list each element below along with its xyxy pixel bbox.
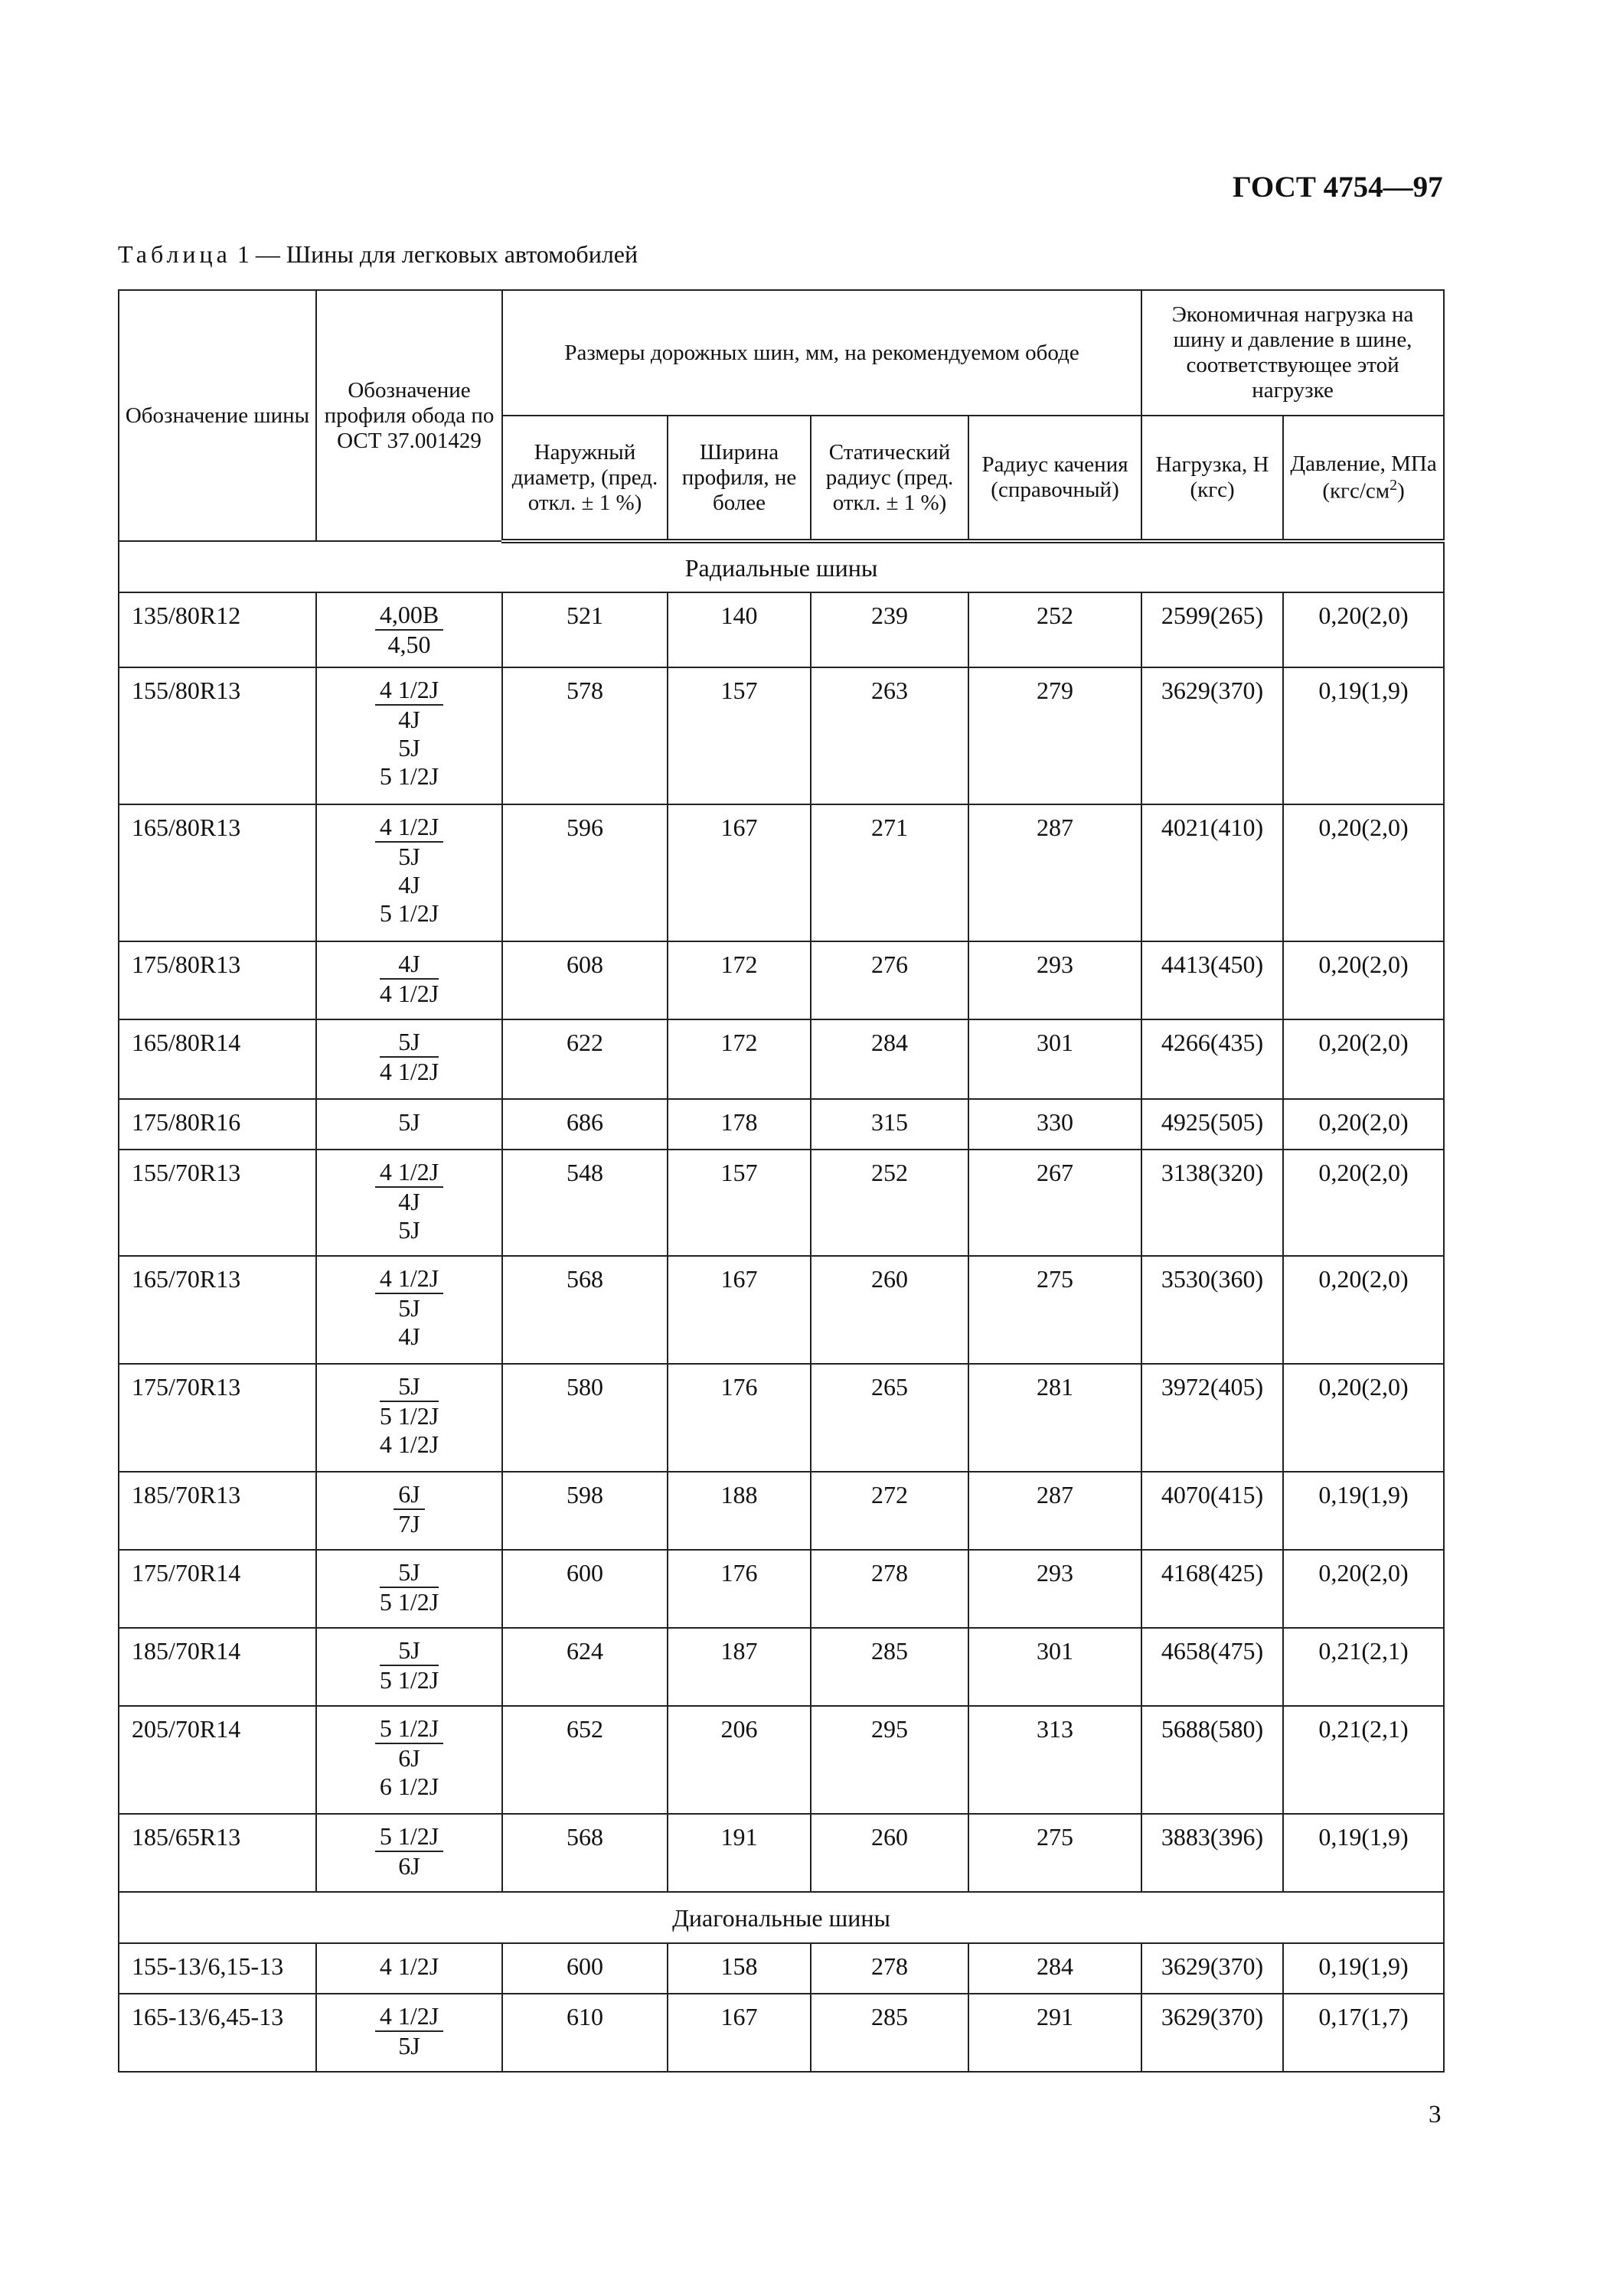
cell-pressure: 0,20(2,0)	[1283, 1150, 1444, 1256]
cell-rim	[316, 667, 502, 804]
cell-outer-diameter: 608	[502, 941, 668, 1019]
cell-outer-diameter: 600	[502, 1943, 668, 1994]
header-pressure-sup: 2	[1390, 476, 1398, 494]
rim-list	[394, 1480, 424, 1538]
cell-rim	[316, 1019, 502, 1099]
cell-static-radius: 278	[811, 1943, 968, 1994]
cell-rim	[316, 1994, 502, 2072]
section-title: Радиальные шины	[119, 541, 1444, 592]
cell-load: 4021(410)	[1141, 804, 1283, 941]
table-row	[119, 1706, 1444, 1814]
rim-list	[375, 1714, 443, 1801]
rim-option: 5J	[380, 1028, 439, 1058]
rim-option: 5J	[380, 1636, 439, 1666]
rim-list	[380, 1558, 439, 1616]
cell-rolling-radius: 293	[968, 1550, 1141, 1628]
cell-rim	[316, 804, 502, 941]
cell-rim	[316, 1472, 502, 1550]
cell-load: 3138(320)	[1141, 1150, 1283, 1256]
cell-rolling-radius: 301	[968, 1019, 1141, 1099]
header-outer-diameter: Наружный диаметр, (пред. откл. ± 1 %)	[502, 416, 668, 541]
cell-width: 172	[668, 941, 811, 1019]
cell-rim	[316, 941, 502, 1019]
cell-load: 4413(450)	[1141, 941, 1283, 1019]
section-row	[119, 541, 1444, 592]
rim-list	[375, 813, 443, 928]
cell-width: 188	[668, 1472, 811, 1550]
cell-rim	[316, 1364, 502, 1472]
table-row	[119, 1364, 1444, 1472]
rim-list	[375, 2002, 443, 2060]
header-load-group: Экономичная нагрузка на шину и давление в шине, соответствующее этой нагрузке	[1141, 290, 1444, 416]
header-pressure-end: )	[1397, 478, 1405, 504]
cell-pressure: 0,21(2,1)	[1283, 1706, 1444, 1814]
cell-tire: 155/70R13	[119, 1150, 316, 1256]
cell-rolling-radius: 284	[968, 1943, 1141, 1994]
cell-outer-diameter: 548	[502, 1150, 668, 1256]
header-dimensions-group: Размеры дорожных шин, мм, на рекомендуемом ободе	[502, 290, 1141, 416]
cell-tire: 185/70R13	[119, 1472, 316, 1550]
cell-width: 140	[668, 592, 811, 667]
cell-outer-diameter: 652	[502, 1706, 668, 1814]
rim-option: 5 1/2J	[379, 1666, 439, 1694]
header-pressure	[1283, 416, 1444, 541]
cell-width: 172	[668, 1019, 811, 1099]
cell-load: 3530(360)	[1141, 1256, 1283, 1364]
caption-text: 1 — Шины для легковых автомобилей	[230, 240, 638, 268]
rim-option: 4J	[398, 706, 420, 733]
table-row	[119, 1628, 1444, 1706]
cell-rolling-radius: 252	[968, 592, 1141, 667]
rim-option: 6J	[394, 1480, 424, 1510]
cell-tire: 165/70R13	[119, 1256, 316, 1364]
rim-list	[380, 1372, 439, 1459]
cell-static-radius: 260	[811, 1814, 968, 1892]
cell-static-radius: 315	[811, 1099, 968, 1150]
rim-option: 4 1/2J	[375, 1158, 443, 1188]
cell-outer-diameter: 568	[502, 1256, 668, 1364]
table-row	[119, 941, 1444, 1019]
cell-tire: 155/80R13	[119, 667, 316, 804]
cell-tire: 175/70R14	[119, 1550, 316, 1628]
rim-option: 4J	[380, 950, 439, 980]
cell-outer-diameter: 622	[502, 1019, 668, 1099]
cell-rolling-radius: 291	[968, 1994, 1141, 2072]
cell-load: 3629(370)	[1141, 1943, 1283, 1994]
cell-load: 3972(405)	[1141, 1364, 1283, 1472]
cell-rolling-radius: 293	[968, 941, 1141, 1019]
rim-option: 4,50	[387, 631, 431, 658]
cell-outer-diameter: 686	[502, 1099, 668, 1150]
cell-outer-diameter: 624	[502, 1628, 668, 1706]
cell-rim	[316, 1256, 502, 1364]
rim-list	[380, 1636, 439, 1694]
cell-pressure: 0,20(2,0)	[1283, 592, 1444, 667]
cell-tire: 185/65R13	[119, 1814, 316, 1892]
cell-width: 157	[668, 667, 811, 804]
cell-load: 4925(505)	[1141, 1099, 1283, 1150]
header-rim: Обозначение профиля обода по ОСТ 37.001429	[316, 290, 502, 541]
cell-width: 187	[668, 1628, 811, 1706]
rim-list	[375, 1264, 443, 1351]
cell-rim	[316, 1099, 502, 1150]
caption-prefix: Таблица	[118, 240, 231, 268]
rim-list	[375, 601, 443, 659]
table-row	[119, 1814, 1444, 1892]
cell-load: 4070(415)	[1141, 1472, 1283, 1550]
cell-tire: 165/80R13	[119, 804, 316, 941]
cell-tire: 165/80R14	[119, 1019, 316, 1099]
cell-static-radius: 260	[811, 1256, 968, 1364]
rim-option: 4J	[398, 1322, 420, 1350]
cell-rolling-radius: 281	[968, 1364, 1141, 1472]
rim-list	[398, 1108, 420, 1137]
cell-rolling-radius: 279	[968, 667, 1141, 804]
cell-rim	[316, 1706, 502, 1814]
cell-outer-diameter: 610	[502, 1994, 668, 2072]
cell-width: 176	[668, 1550, 811, 1628]
table-row	[119, 592, 1444, 667]
cell-width: 206	[668, 1706, 811, 1814]
rim-option: 5J	[398, 734, 420, 762]
rim-option: 6J	[398, 1852, 420, 1880]
cell-tire: 175/80R16	[119, 1099, 316, 1150]
rim-option: 5J	[398, 1108, 420, 1136]
rim-option: 4 1/2J	[375, 676, 443, 706]
rim-option: 6J	[398, 1744, 420, 1772]
rim-option: 5J	[398, 2032, 420, 2060]
cell-pressure: 0,20(2,0)	[1283, 1550, 1444, 1628]
rim-option: 4 1/2J	[379, 1952, 439, 1980]
cell-pressure: 0,17(1,7)	[1283, 1994, 1444, 2072]
rim-option: 4J	[398, 1188, 420, 1215]
header-tire: Обозначение шины	[119, 290, 316, 541]
cell-width: 167	[668, 804, 811, 941]
cell-pressure: 0,19(1,9)	[1283, 667, 1444, 804]
cell-load: 4168(425)	[1141, 1550, 1283, 1628]
table-caption	[118, 240, 638, 269]
table-row	[119, 1256, 1444, 1364]
rim-option: 4J	[398, 871, 420, 899]
rim-option: 5 1/2J	[379, 762, 439, 790]
rim-option: 4 1/2J	[379, 1430, 439, 1458]
cell-static-radius: 239	[811, 592, 968, 667]
document-id: ГОСТ 4754—97	[1233, 171, 1443, 204]
cell-static-radius: 278	[811, 1550, 968, 1628]
cell-static-radius: 265	[811, 1364, 968, 1472]
cell-tire: 155-13/6,15-13	[119, 1943, 316, 1994]
cell-rim	[316, 1814, 502, 1892]
rim-option: 4 1/2J	[379, 1058, 439, 1085]
rim-option: 5 1/2J	[379, 899, 439, 927]
rim-option: 5 1/2J	[379, 1588, 439, 1616]
table-row	[119, 1943, 1444, 1994]
cell-pressure: 0,19(1,9)	[1283, 1943, 1444, 1994]
cell-pressure: 0,20(2,0)	[1283, 804, 1444, 941]
section-title: Диагональные шины	[119, 1892, 1444, 1943]
cell-width: 167	[668, 1994, 811, 2072]
cell-rolling-radius: 275	[968, 1814, 1141, 1892]
table-row	[119, 1150, 1444, 1256]
cell-width: 157	[668, 1150, 811, 1256]
table-body	[119, 541, 1444, 2072]
cell-rolling-radius: 287	[968, 804, 1141, 941]
rim-list	[380, 950, 439, 1008]
table-row	[119, 1550, 1444, 1628]
rim-option: 4 1/2J	[375, 813, 443, 843]
cell-rolling-radius: 287	[968, 1472, 1141, 1550]
rim-option: 5 1/2J	[379, 1402, 439, 1430]
cell-static-radius: 276	[811, 941, 968, 1019]
cell-outer-diameter: 521	[502, 592, 668, 667]
cell-load: 3883(396)	[1141, 1814, 1283, 1892]
cell-static-radius: 252	[811, 1150, 968, 1256]
rim-option: 5J	[398, 1294, 420, 1322]
page-number: 3	[1429, 2101, 1442, 2128]
table-row	[119, 1472, 1444, 1550]
cell-load: 3629(370)	[1141, 1994, 1283, 2072]
cell-outer-diameter: 598	[502, 1472, 668, 1550]
cell-rolling-radius: 301	[968, 1628, 1141, 1706]
rim-option: 5 1/2J	[375, 1714, 443, 1744]
rim-list	[380, 1952, 439, 1981]
cell-rim	[316, 592, 502, 667]
cell-pressure: 0,20(2,0)	[1283, 1019, 1444, 1099]
cell-pressure: 0,21(2,1)	[1283, 1628, 1444, 1706]
cell-rim	[316, 1628, 502, 1706]
cell-width: 178	[668, 1099, 811, 1150]
rim-option: 4,00B	[375, 601, 443, 631]
cell-outer-diameter: 578	[502, 667, 668, 804]
cell-pressure: 0,20(2,0)	[1283, 1364, 1444, 1472]
rim-option: 4 1/2J	[379, 980, 439, 1007]
table-row	[119, 1994, 1444, 2072]
rim-list	[375, 676, 443, 791]
cell-pressure: 0,19(1,9)	[1283, 1472, 1444, 1550]
rim-list	[380, 1028, 439, 1086]
cell-load: 2599(265)	[1141, 592, 1283, 667]
cell-tire: 135/80R12	[119, 592, 316, 667]
table-row	[119, 667, 1444, 804]
cell-static-radius: 285	[811, 1628, 968, 1706]
header-load: Нагрузка, Н (кгс)	[1141, 416, 1283, 541]
cell-pressure: 0,19(1,9)	[1283, 1814, 1444, 1892]
cell-static-radius: 263	[811, 667, 968, 804]
cell-pressure: 0,20(2,0)	[1283, 941, 1444, 1019]
cell-rolling-radius: 313	[968, 1706, 1141, 1814]
cell-rim	[316, 1943, 502, 1994]
tires-table	[118, 289, 1445, 2073]
cell-rim	[316, 1150, 502, 1256]
cell-rolling-radius: 275	[968, 1256, 1141, 1364]
cell-width: 191	[668, 1814, 811, 1892]
cell-pressure: 0,20(2,0)	[1283, 1256, 1444, 1364]
header-rolling-radius: Радиус качения (справочный)	[968, 416, 1141, 541]
cell-width: 158	[668, 1943, 811, 1994]
cell-load: 5688(580)	[1141, 1706, 1283, 1814]
header-static-radius: Статический радиус (пред. откл. ± 1 %)	[811, 416, 968, 541]
cell-load: 3629(370)	[1141, 667, 1283, 804]
cell-load: 4658(475)	[1141, 1628, 1283, 1706]
cell-width: 176	[668, 1364, 811, 1472]
table-row	[119, 1019, 1444, 1099]
rim-option: 5J	[398, 1216, 420, 1244]
cell-tire: 175/80R13	[119, 941, 316, 1019]
cell-rolling-radius: 267	[968, 1150, 1141, 1256]
cell-tire: 205/70R14	[119, 1706, 316, 1814]
table-row	[119, 1099, 1444, 1150]
cell-rim	[316, 1550, 502, 1628]
cell-static-radius: 272	[811, 1472, 968, 1550]
cell-static-radius: 271	[811, 804, 968, 941]
rim-list	[375, 1822, 443, 1880]
table-row	[119, 804, 1444, 941]
cell-static-radius: 295	[811, 1706, 968, 1814]
cell-load: 4266(435)	[1141, 1019, 1283, 1099]
rim-option: 4 1/2J	[375, 1264, 443, 1294]
rim-option: 5J	[380, 1372, 439, 1402]
rim-option: 5J	[380, 1558, 439, 1588]
rim-list	[375, 1158, 443, 1244]
cell-outer-diameter: 596	[502, 804, 668, 941]
rim-option: 7J	[398, 1510, 420, 1538]
rim-option: 5 1/2J	[375, 1822, 443, 1852]
cell-width: 167	[668, 1256, 811, 1364]
rim-option: 4 1/2J	[375, 2002, 443, 2032]
cell-outer-diameter: 600	[502, 1550, 668, 1628]
cell-rolling-radius: 330	[968, 1099, 1141, 1150]
cell-tire: 175/70R13	[119, 1364, 316, 1472]
cell-tire: 185/70R14	[119, 1628, 316, 1706]
cell-outer-diameter: 568	[502, 1814, 668, 1892]
cell-static-radius: 284	[811, 1019, 968, 1099]
header-width: Ширина профиля, не более	[668, 416, 811, 541]
section-row	[119, 1892, 1444, 1943]
rim-option: 5J	[398, 843, 420, 870]
cell-outer-diameter: 580	[502, 1364, 668, 1472]
cell-tire: 165-13/6,45-13	[119, 1994, 316, 2072]
cell-static-radius: 285	[811, 1994, 968, 2072]
header-pressure-text: Давление, МПа (кгс/см	[1290, 451, 1437, 504]
cell-pressure: 0,20(2,0)	[1283, 1099, 1444, 1150]
rim-option: 6 1/2J	[379, 1773, 439, 1800]
